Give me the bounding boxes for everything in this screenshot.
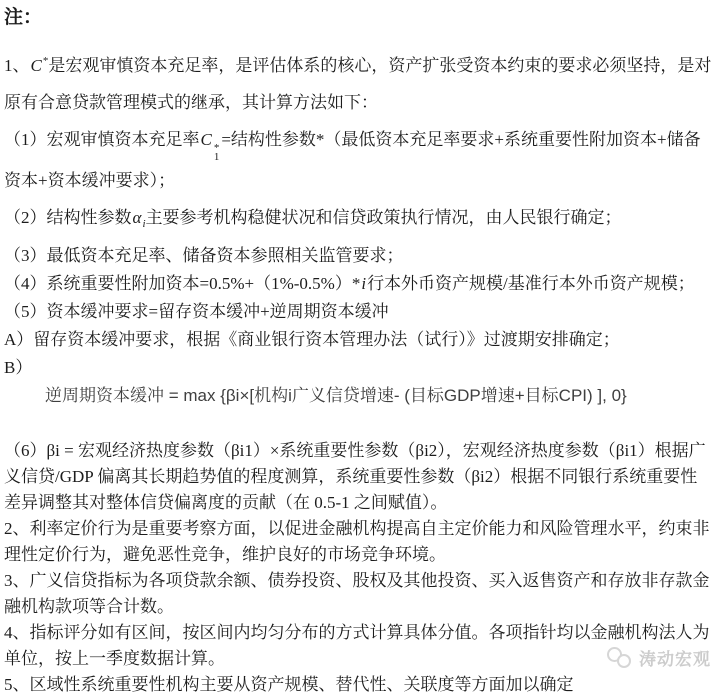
note-heading: 注： xyxy=(4,7,43,28)
math-var-alpha: α xyxy=(132,208,142,227)
math-var-i: i xyxy=(361,274,367,293)
math-subscript-1: 1 xyxy=(213,151,220,163)
watermark-logo-icon xyxy=(606,646,634,670)
note-item-5: 5、区域性系统重要性机构主要从资产规模、替代性、关联度等方面加以确定 xyxy=(4,675,574,693)
note-item-2: 2、利率定价行为是重要考察方面，以促进金融机构提高自主定价能力和风险管理水平，约束非理性定价行为，避免恶性竞争，维护良好的市场竞争环境。 xyxy=(4,519,710,564)
math-sub-sup-stack xyxy=(214,144,220,162)
note-sub-item-6: （6）βi = 宏观经济热度参数（βi1）×系统重要性参数（βi2），宏观经济热度参数（βi1）根据广义信贷/GDP 偏离其长期趋势值的程度测算，系统重要性参数（βi2）根据不同银行系统重要性差异调整其对整体信贷偏离度的贡献（在 0.5-1 之间赋值）。 xyxy=(4,441,706,512)
note-sub-item-2 xyxy=(4,199,714,236)
note-item-3: 3、广义信贷指标为各项贷款余额、债券投资、股权及其他投资、买入返售资产和存放非存款金融机构款项等合计数。 xyxy=(4,571,710,616)
note-item-1-text: 是宏观审慎资本充足率，是评估体系的核心，资产扩张受资本约束的要求必须坚持，是对原有合意贷款管理模式的继承，其计算方法如下： xyxy=(4,56,712,112)
paragraph-block-middle xyxy=(4,242,714,410)
note-item-4: 4、指标评分如有区间，按区间内均匀分布的方式计算具体分值。各项指针均以金融机构法人为单位，按上一季度数据计算。 xyxy=(4,623,710,668)
note-item-1 xyxy=(4,47,714,121)
paragraph-block-top xyxy=(4,47,714,236)
note-sub-item-1-text: =结构性参数*（最低资本充足率要求+系统重要性附加资本+储备资本+资本缓冲要求）； xyxy=(4,130,701,190)
math-var-c-star: C xyxy=(30,56,42,75)
note-sub-item-2-prefix: （2）结构性参数 xyxy=(4,208,132,227)
note-item-a: A）留存资本缓冲要求，根据《商业银行资本管理办法（试行）》过渡期安排确定； xyxy=(4,330,620,349)
math-subscript-i: i xyxy=(142,218,146,230)
note-sub-item-4-text: 行本外币资产规模/基准行本外币资产规模； xyxy=(367,274,695,293)
note-item-1-prefix: 1、 xyxy=(4,56,30,75)
note-sub-item-4 xyxy=(4,270,714,298)
note-sub-item-1 xyxy=(4,121,714,199)
watermark xyxy=(606,645,711,670)
watermark-text: 涛动宏观 xyxy=(639,650,711,669)
math-var-c1-star: C xyxy=(200,130,212,149)
note-sub-item-2-text: 主要参考机构稳健状况和信贷政策执行情况，由人民银行确定； xyxy=(145,208,622,227)
note-sub-item-5: （5）资本缓冲要求=留存资本缓冲+逆周期资本缓冲 xyxy=(4,302,389,321)
note-sub-item-3: （3）最低资本充足率、储备资本参照相关监管要求； xyxy=(4,246,404,265)
note-sub-item-4-prefix: （4）系统重要性附加资本=0.5%+（1%-0.5%）* xyxy=(4,274,361,293)
note-item-b: B） xyxy=(4,358,33,377)
countercyclical-buffer-formula: 逆周期资本缓冲 = max {βi×[机构i广义信贷增速- (目标GDP增速+目标CPI) ], 0} xyxy=(45,386,627,405)
note-sub-item-1-prefix: （1）宏观审慎资本充足率 xyxy=(4,130,200,149)
math-superscript-star: * xyxy=(42,55,49,67)
math-superscript-star: * xyxy=(213,142,220,154)
